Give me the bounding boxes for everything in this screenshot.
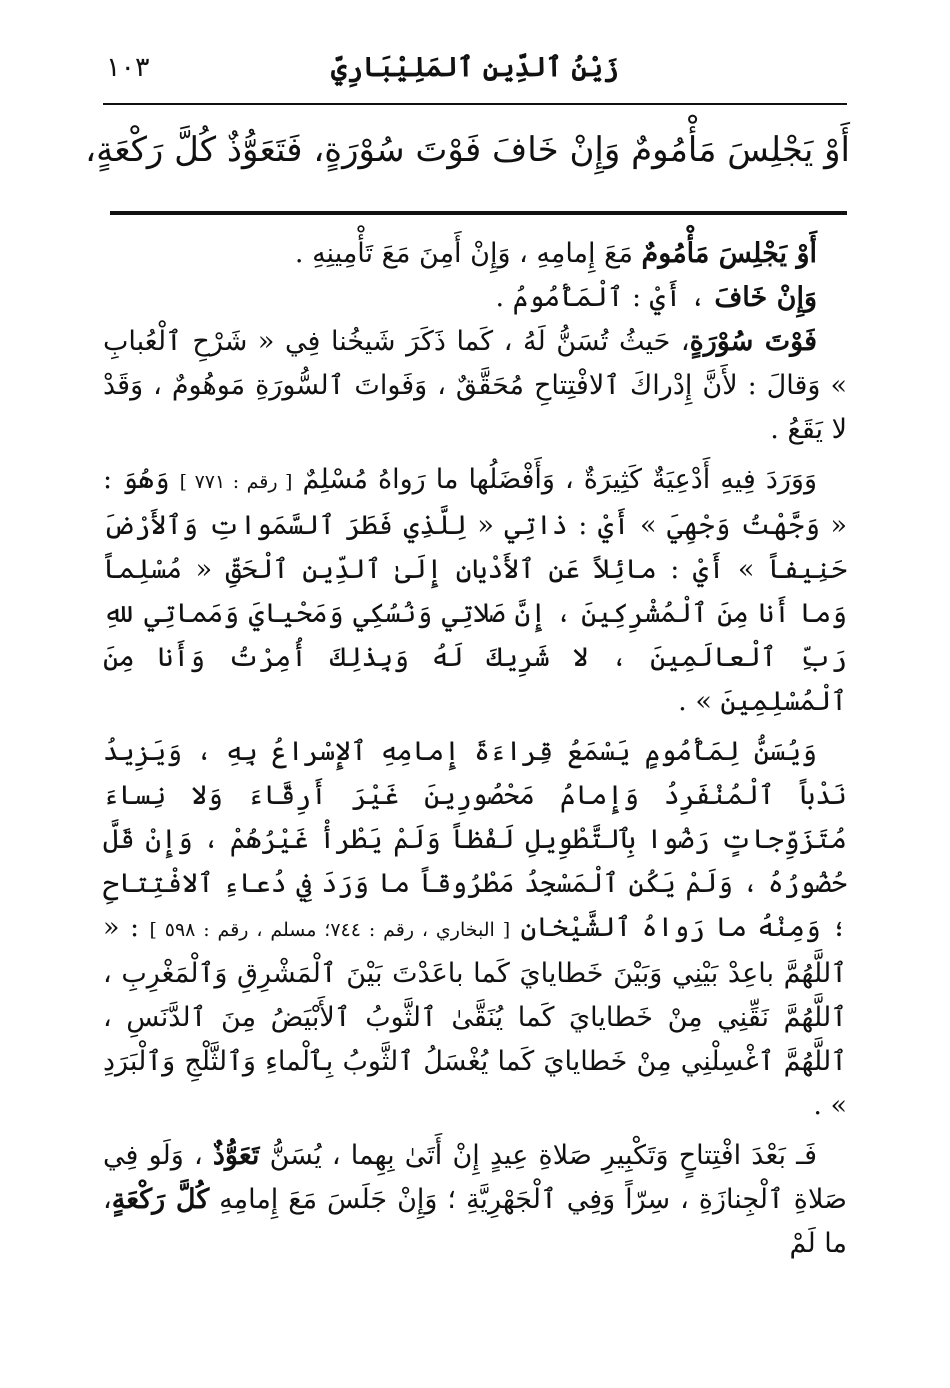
commentary-paragraph-5 [103, 730, 847, 1128]
matn-quote: فَوْتَ سُوْرَةٍ [689, 326, 818, 357]
header-rule [103, 103, 847, 105]
hadith-reference: [ البخاري ، رقم : ٧٤٤؛ مسلم ، رقم : ٥٩٨ ] [149, 919, 511, 941]
commentary-text: : « ٱللَّهُمَّ باعِدْ بَيْنِي وَبَيْنَ خَطايايَ كَما باعَدْتَ بَيْنَ ٱلْمَشْرِقِ وَٱلْمَغْرِبِ ، ٱللَّهُمَّ نَقِّنِي مِنْ خَطايايَ كَما يُنَقَّىٰ ٱلثَّوبُ ٱلأَبْيَضُ مِنَ ٱلدَّنَسِ ، ٱللَّهُمَّ ٱغْسِلْنِي مِنْ خَطايايَ كَما يُغْسَلُ ٱلثَّوبُ بِٱلْماءِ وَٱلثَّلْجِ وَٱلْبَرَدِ » . [103, 912, 847, 1121]
commentary-paragraph-1 [103, 232, 847, 276]
commentary-text: ، حَيثُ تُسَنُّ لَهُ ، كَما ذَكَرَ شَيخُنا فِي « شَرْحِ ٱلْعُبابِ » وَقالَ : لأَنَّ إِدْراكَ ٱلافْتِتاحِ مُحَقَّقٌ ، وَفَواتَ ٱلسُّورَةِ مَوهُومٌ ، وَقَدْ لا يَقَعُ . [103, 326, 847, 445]
commentary-paragraph-4 [103, 458, 847, 724]
commentary-text: مَعَ إِمامِهِ ، وَإِنْ أَمِنَ مَعَ تَأْمِينِهِ . [294, 238, 642, 269]
running-title: زَيْنُ ٱلدِّينِ ٱلمَلِيْبَارِيّ [331, 52, 619, 83]
hadith-reference: [ رقم : ٧٧١ ] [179, 471, 293, 493]
matn-quote: تَعَوُّذٌ [212, 1140, 260, 1171]
commentary-text: وَهُوَ : « وَجَّهْتُ وَجْهِيَ » أَيْ : ذاتِي « لِلَّذِي فَطَرَ ٱلسَّمَواتِ وَٱلأَرْضَ حَنِيفاً » أَيْ : مائِلاً عَنِ ٱلأَدْيانِ إِلَىٰ ٱلدِّينِ ٱلْحَقِّ « مُسْلِماً وَما أَنا مِنَ ٱلْمُشْرِكِينَ ، إِنَّ صَلاتِي وَنُسُكِي وَمَحْيايَ وَمَماتِي للهِ رَبِّ ٱلْعالَمِينَ ، لا شَرِيكَ لَهُ وَبِذٰلِكَ أُمِرْتُ وَأَنا مِنَ ٱلْمُسْلِمِينَ » . [103, 464, 847, 717]
commentary-paragraph-3 [103, 320, 847, 452]
commentary-text: ، وَلَو فِي صَلاةِ ٱلْجِنازَةِ ، سِرّاً وَفِي ٱلْجَهْرِيَّةِ ؛ وَإِنْ جَلَسَ مَعَ إِمامِهِ [103, 1140, 847, 1215]
commentary-body [103, 232, 847, 1272]
page-number: ١٠٣ [106, 52, 150, 83]
commentary-paragraph-2 [103, 276, 847, 320]
matn-text: أَوْ يَجْلِسَ مَأْمُومٌ وَإِنْ خَافَ فَوْتَ سُوْرَةٍ، فَتَعَوُّذٌ كُلَّ رَكْعَةٍ، [85, 130, 850, 170]
commentary-text: ، ما لَمْ [103, 1184, 847, 1259]
matn-quote: وَإِنْ خَافَ [714, 282, 817, 313]
commentary-paragraph-6 [103, 1134, 847, 1266]
running-header [100, 40, 850, 90]
commentary-text: ، أَيْ : ٱلْمَأْمُومُ . [495, 282, 715, 313]
matn-quote: أَوْ يَجْلِسَ مَأْمُومٌ [641, 238, 817, 269]
commentary-text: وَوَرَدَ فِيهِ أَدْعِيَةٌ كَثِيرَةٌ ، وَأَفْضَلُها ما رَواهُ مُسْلِمٌ [292, 464, 818, 495]
commentary-text: وَيُسَنُّ لِمَأْمُومٍ يَسْمَعُ قِراءَةَ إِمامِهِ ٱلإِسْراعُ بِهِ ، وَيَزِيدُ نَدْباً ٱلْمُنْفَرِدُ وَإِمامُ مَحْصُورِينَ غَيْرَ أَرِقَّاءَ وَلا نِساءَ مُتَزَوِّجاتٍ رَضُوا بِٱلتَّطْوِيلِ لَفْظاً وَلَمْ يَطْرأْ غَيْرُهُمْ ، وَإِنْ قَلَّ حُضُورُهُ ، وَلَمْ يَكُنِ ٱلْمَسْجِدُ مَطْرُوقاً ما وَرَدَ فِي دُعاءِ ٱلافْتِتاحِ ؛ وَمِنْهُ ما رَواهُ ٱلشَّيْخانِ [103, 736, 847, 943]
matn-commentary-divider [110, 211, 847, 215]
commentary-text: فَـ بَعْدَ افْتِتاحٍ وَتَكْبِيرِ صَلاةِ عِيدٍ إِنْ أَتَىٰ بِهِما ، يُسَنُّ [259, 1140, 817, 1171]
matn-quote: كُلَّ رَكْعَةٍ [111, 1184, 210, 1215]
